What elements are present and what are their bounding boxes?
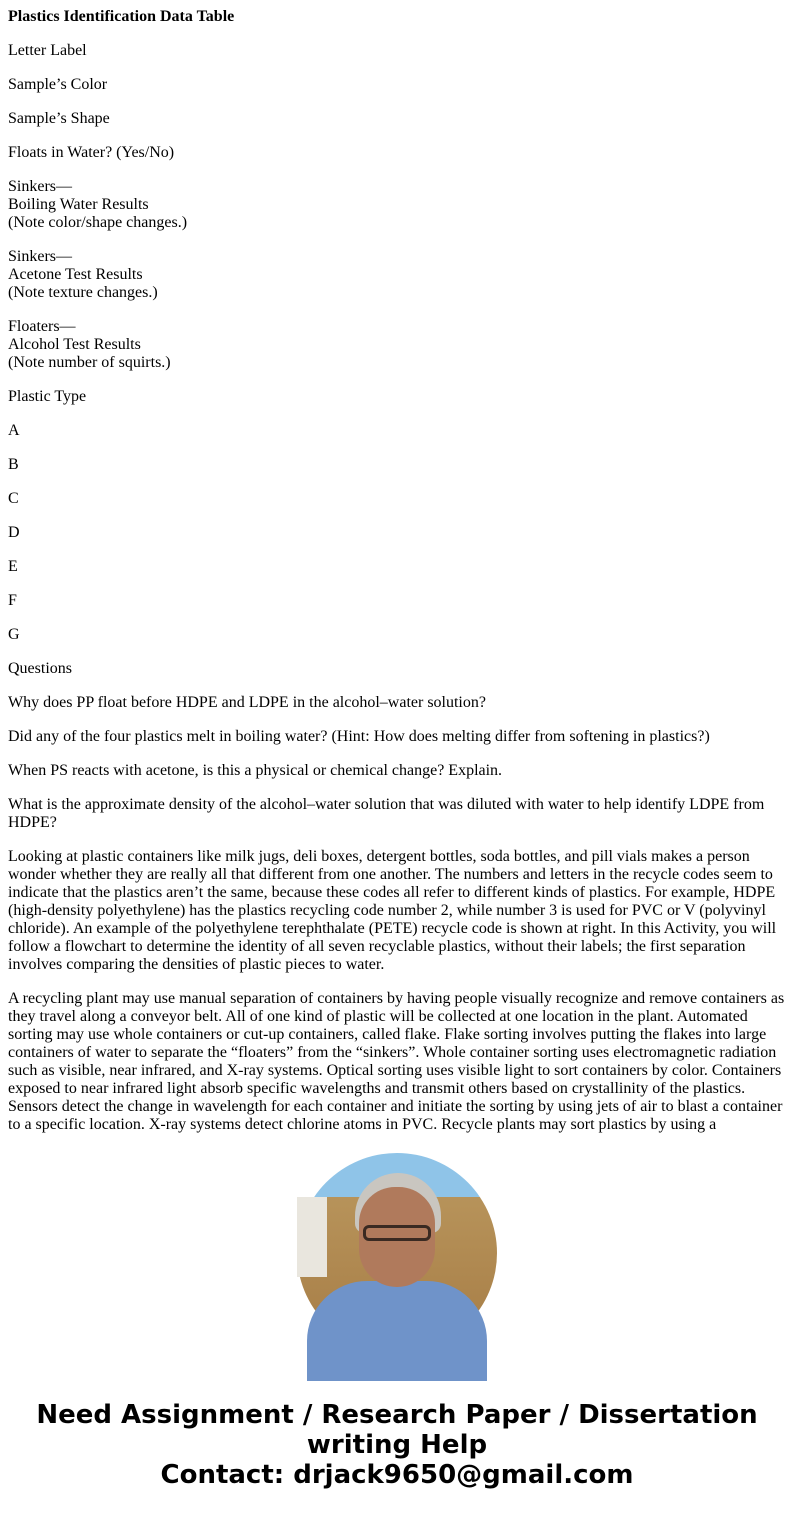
document-title [8,8,786,26]
questions-heading: Questions [8,660,72,677]
question: Why does PP float before HDPE and LDPE in the alcohol–water solution? [8,694,486,711]
question: When PS reacts with acetone, is this a physical or chemical change? Explain. [8,762,503,779]
header-line: (Note color/shape changes.) [8,214,188,231]
avatar-glasses [363,1225,431,1241]
letter-row: B [8,456,19,473]
header-plastic-type: Plastic Type [8,388,87,405]
letter-row: A [8,422,20,439]
header-floats: Floats in Water? (Yes/No) [8,144,175,161]
header-sample-color: Sample’s Color [8,76,108,93]
promo-contact: Contact: drjack9650@gmail.com [160,1460,634,1490]
header-line: Acetone Test Results [8,266,143,283]
letter-row: G [8,626,20,643]
header-acetone [8,248,786,302]
header-line: Boiling Water Results [8,196,149,213]
paragraph: Looking at plastic containers like milk jugs, deli boxes, detergent bottles, soda bottles, and pill vials makes a person wonder whether they are really all that different from one another. The numbers and letters in the recycle codes seem to indicate that the plastics aren’t the same, because these codes all refer to different kinds of plastics. For example, HDPE (high-density polyethylene) has the plastics recycling code number 2, while number 3 is used for PVC or V (polyvinyl chloride). An example of the polyethylene terephthalate (PETE) recycle code is shown at right. In this Activity, you will follow a flowchart to determine the identity of all seven recyclable plastics, without their labels; the first separation involves comparing the densities of plastic pieces to water. [8,848,777,973]
header-boiling [8,178,786,232]
header-line: (Note texture changes.) [8,284,158,301]
title-text: Plastics Identification Data Table [8,8,235,25]
document-body [8,0,786,1133]
letter-row: D [8,524,20,541]
author-avatar [297,1153,497,1353]
header-sample-shape: Sample’s Shape [8,110,110,127]
header-line: Floaters— [8,318,76,335]
letter-row: F [8,592,17,609]
avatar-shirt [307,1281,487,1381]
letter-row: E [8,558,18,575]
avatar-background [297,1197,327,1277]
paragraph: A recycling plant may use manual separation of containers by having people visually recognize and remove containers as they travel along a conveyor belt. All of one kind of plastic will be collected at one location in the plant. Automated sorting may use whole containers or cut-up containers, called flake. Flake sorting involves putting the flakes into large containers of water to separate the “floaters” from the “sinkers”. Whole container sorting uses electromagnetic radiation such as visible, near infrared, and X-ray systems. Optical sorting uses visible light to sort containers by color. Containers exposed to near infrared light absorb specific wavelengths and transmit others based on crystallinity of the plastics. Sensors detect the change in wavelength for each container and initiate the sorting by using jets of air to blast a container to a specific location. X-ray systems detect chlorine atoms in PVC. Recycle plants may sort plastics by using a [8,990,785,1133]
letter-row: C [8,490,19,507]
header-alcohol [8,318,786,372]
header-line: Sinkers— [8,178,72,195]
header-line: Alcohol Test Results [8,336,141,353]
header-line: (Note number of squirts.) [8,354,171,371]
header-line: Sinkers— [8,248,72,265]
question: What is the approximate density of the alcohol–water solution that was diluted with water to help identify LDPE from HDPE? [8,796,765,831]
header-letter-label: Letter Label [8,42,87,59]
promo-banner [0,1400,794,1490]
promo-line: Need Assignment / Research Paper / Dissertation writing Help [36,1400,758,1460]
question: Did any of the four plastics melt in boiling water? (Hint: How does melting differ from softening in plastics?) [8,728,710,745]
